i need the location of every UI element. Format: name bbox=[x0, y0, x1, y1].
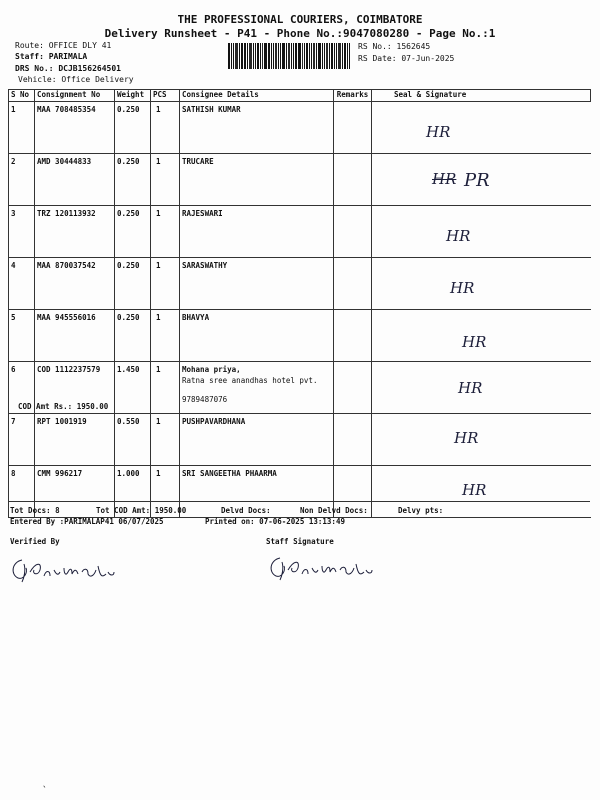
row-pcs: 1 bbox=[151, 414, 180, 466]
row-pcs: 1 bbox=[151, 206, 180, 258]
row-weight: 1.450 bbox=[115, 362, 151, 414]
barcode-bar bbox=[318, 43, 321, 69]
row-weight: 0.250 bbox=[115, 206, 151, 258]
row-consignee bbox=[180, 258, 334, 310]
row-sno-wrap bbox=[11, 261, 32, 306]
row-weight: 0.250 bbox=[115, 154, 151, 206]
delivered-docs: Delvd Docs: bbox=[221, 506, 271, 515]
consignee-name: Mohana priya, bbox=[182, 365, 241, 374]
col-remarks: Remarks bbox=[334, 90, 372, 102]
row-remarks bbox=[334, 310, 372, 362]
barcode-bar bbox=[280, 43, 281, 69]
barcode bbox=[228, 43, 356, 69]
barcode-bar bbox=[282, 43, 285, 69]
table-row bbox=[9, 258, 591, 310]
row-pcs: 1 bbox=[151, 154, 180, 206]
row-sno bbox=[9, 102, 35, 154]
barcode-bar bbox=[228, 43, 230, 69]
row-signature bbox=[372, 414, 591, 466]
row-sno-value: 6 bbox=[11, 365, 16, 374]
entered-by: Entered By :PARIMALAP41 06/07/2025 bbox=[10, 517, 164, 526]
barcode-bar bbox=[336, 43, 337, 69]
row-sno bbox=[9, 258, 35, 310]
row-consignment-no: AMD 30444833 bbox=[35, 154, 115, 206]
row-consignee bbox=[180, 362, 334, 414]
row-signature bbox=[372, 362, 591, 414]
row-sno-wrap bbox=[11, 209, 32, 254]
barcode-bar bbox=[326, 43, 328, 69]
rs-date: RS Date: 07-Jun-2025 bbox=[358, 54, 455, 63]
recipient-signature: HR bbox=[450, 279, 475, 297]
barcode-bar bbox=[322, 43, 323, 69]
barcode-bar bbox=[244, 43, 246, 69]
row-consignee bbox=[180, 154, 334, 206]
row-signature bbox=[372, 154, 591, 206]
recipient-signature: HR bbox=[462, 333, 487, 351]
barcode-bar bbox=[264, 43, 267, 69]
row-sno-value: 1 bbox=[11, 105, 16, 114]
row-remarks bbox=[334, 362, 372, 414]
col-consignment: Consignment No bbox=[35, 90, 115, 102]
table-row bbox=[9, 362, 591, 414]
barcode-bar bbox=[249, 43, 252, 69]
row-sno bbox=[9, 206, 35, 258]
struck-signature: HR bbox=[432, 170, 457, 188]
staff-signature-label: Staff Signature bbox=[266, 537, 334, 546]
barcode-bar bbox=[235, 43, 238, 69]
consignee-name: SARASWATHY bbox=[182, 261, 228, 270]
signature-area bbox=[374, 417, 589, 462]
row-consignee bbox=[180, 206, 334, 258]
recipient-signature: HR bbox=[446, 227, 471, 245]
consignee-name: TRUCARE bbox=[182, 157, 214, 166]
rs-number: RS No.: 1562645 bbox=[358, 42, 431, 51]
barcode-bar bbox=[275, 43, 277, 69]
row-sno-wrap bbox=[11, 157, 32, 202]
barcode-bar bbox=[262, 43, 263, 69]
consignee-name: SRI SANGEETHA PHAARMA bbox=[182, 469, 277, 478]
vehicle-label: Vehicle: Office Delivery bbox=[18, 75, 134, 84]
row-remarks bbox=[334, 414, 372, 466]
col-sno: S No bbox=[9, 90, 35, 102]
drs-number: DRS No.: DCJB156264501 bbox=[15, 64, 121, 73]
row-remarks bbox=[334, 258, 372, 310]
barcode-bar bbox=[293, 43, 294, 69]
table-header-row bbox=[9, 90, 591, 102]
table-row bbox=[9, 154, 591, 206]
barcode-bar bbox=[268, 43, 270, 69]
col-weight: Weight bbox=[115, 90, 151, 102]
barcode-bar bbox=[288, 43, 290, 69]
barcode-bar bbox=[241, 43, 243, 69]
row-sno bbox=[9, 154, 35, 206]
stray-mark: ` bbox=[42, 786, 48, 796]
table-row bbox=[9, 102, 591, 154]
barcode-bar bbox=[338, 43, 341, 69]
row-consignment-no: MAA 945556016 bbox=[35, 310, 115, 362]
consignee-name: RAJESWARI bbox=[182, 209, 223, 218]
total-cod: Tot COD Amt: 1950.00 bbox=[96, 506, 187, 515]
consignee-name: SATHISH KUMAR bbox=[182, 105, 241, 114]
barcode-bar bbox=[313, 43, 315, 69]
consignee-phone: 9789487076 bbox=[182, 395, 228, 404]
barcode-bar bbox=[347, 43, 348, 69]
route-label: Route: OFFICE DLY 41 bbox=[15, 41, 112, 50]
row-weight: 0.250 bbox=[115, 258, 151, 310]
table-row bbox=[9, 206, 591, 258]
row-sno-value: 2 bbox=[11, 157, 16, 166]
row-remarks bbox=[334, 102, 372, 154]
barcode-bar bbox=[233, 43, 234, 69]
barcode-bar bbox=[302, 43, 303, 69]
row-weight: 0.550 bbox=[115, 414, 151, 466]
barcode-bar bbox=[349, 43, 350, 69]
printed-on: Printed on: 07-06-2025 13:13:49 bbox=[205, 517, 345, 526]
signature-area bbox=[374, 157, 589, 202]
row-sno-value: 5 bbox=[11, 313, 16, 322]
barcode-bar bbox=[295, 43, 297, 69]
total-docs: Tot Docs: 8 bbox=[10, 506, 60, 515]
barcode-bar bbox=[342, 43, 343, 69]
row-consignment-no: COD 1112237579 bbox=[35, 362, 115, 414]
recipient-signature: HR bbox=[462, 481, 487, 499]
runsheet-title: Delivery Runsheet - P41 - Phone No.:9047080280 - Page No.:1 bbox=[104, 27, 496, 40]
barcode-bar bbox=[253, 43, 254, 69]
col-signature: Seal & Signature bbox=[372, 90, 591, 102]
row-signature bbox=[372, 102, 591, 154]
barcode-bar bbox=[298, 43, 301, 69]
delivery-points: Delvy pts: bbox=[398, 506, 444, 515]
barcode-bar bbox=[278, 43, 279, 69]
barcode-bar bbox=[239, 43, 240, 69]
barcode-bar bbox=[286, 43, 287, 69]
row-sno bbox=[9, 414, 35, 466]
recipient-signature: PR bbox=[464, 170, 490, 191]
non-delivered-docs: Non Delvd Docs: bbox=[300, 506, 368, 515]
barcode-bar bbox=[324, 43, 325, 69]
signature-area bbox=[374, 105, 589, 150]
barcode-bar bbox=[311, 43, 312, 69]
barcode-bar bbox=[291, 43, 292, 69]
barcode-bar bbox=[329, 43, 330, 69]
barcode-bar bbox=[306, 43, 308, 69]
staff-signature bbox=[266, 550, 376, 584]
barcode-bar bbox=[231, 43, 232, 69]
barcode-bar bbox=[331, 43, 333, 69]
row-consignment-no: MAA 870037542 bbox=[35, 258, 115, 310]
barcode-bar bbox=[334, 43, 335, 69]
recipient-signature: HR bbox=[426, 123, 451, 141]
barcode-bar bbox=[304, 43, 305, 69]
consignee-name: PUSHPAVARDHANA bbox=[182, 417, 246, 426]
row-consignee bbox=[180, 414, 334, 466]
row-weight: 1.000 bbox=[115, 466, 151, 518]
row-consignment-no: MAA 708485354 bbox=[35, 102, 115, 154]
table-row bbox=[9, 310, 591, 362]
barcode-bar bbox=[255, 43, 256, 69]
row-consignment-no: RPT 1001919 bbox=[35, 414, 115, 466]
company-title: THE PROFESSIONAL COURIERS, COIMBATORE bbox=[177, 13, 423, 26]
row-consignee bbox=[180, 102, 334, 154]
row-signature bbox=[372, 206, 591, 258]
staff-label: Staff: PARIMALA bbox=[15, 52, 88, 61]
row-consignee bbox=[180, 310, 334, 362]
row-weight: 0.250 bbox=[115, 310, 151, 362]
barcode-bar bbox=[271, 43, 272, 69]
barcode-bar bbox=[316, 43, 317, 69]
row-signature bbox=[372, 310, 591, 362]
row-remarks bbox=[334, 206, 372, 258]
row-sno-value: 7 bbox=[11, 417, 16, 426]
row-pcs: 1 bbox=[151, 310, 180, 362]
recipient-signature: HR bbox=[458, 379, 483, 397]
barcode-bar bbox=[257, 43, 259, 69]
barcode-bar bbox=[247, 43, 248, 69]
col-pcs: PCS bbox=[151, 90, 180, 102]
table-row bbox=[9, 414, 591, 466]
barcode-bar bbox=[273, 43, 274, 69]
barcode-bar bbox=[260, 43, 261, 69]
row-pcs: 1 bbox=[151, 466, 180, 518]
verifier-signature bbox=[8, 552, 118, 586]
row-sno bbox=[9, 310, 35, 362]
consignee-address: Ratna sree anandhas hotel pvt. bbox=[182, 376, 318, 385]
row-pcs: 1 bbox=[151, 362, 180, 414]
row-pcs: 1 bbox=[151, 258, 180, 310]
barcode-bar bbox=[309, 43, 310, 69]
footer-divider bbox=[8, 501, 590, 502]
row-pcs: 1 bbox=[151, 102, 180, 154]
signature-area bbox=[374, 209, 589, 254]
signature-area bbox=[374, 261, 589, 306]
signature-area bbox=[374, 313, 589, 358]
row-sno-value: 8 bbox=[11, 469, 16, 478]
row-consignment-no: TRZ 120113932 bbox=[35, 206, 115, 258]
row-signature bbox=[372, 258, 591, 310]
runsheet-table bbox=[8, 89, 591, 518]
row-sno-wrap bbox=[11, 105, 32, 150]
row-sno-wrap bbox=[11, 417, 32, 462]
row-weight: 0.250 bbox=[115, 102, 151, 154]
row-consignment-no: CMM 996217 bbox=[35, 466, 115, 518]
row-sno-value: 4 bbox=[11, 261, 16, 270]
row-remarks bbox=[334, 154, 372, 206]
row-sno-value: 3 bbox=[11, 209, 16, 218]
verified-by-label: Verified By bbox=[10, 537, 60, 546]
recipient-signature: HR bbox=[454, 429, 479, 447]
cod-amount: COD Amt Rs.: 1950.00 bbox=[18, 402, 109, 411]
barcode-bar bbox=[344, 43, 346, 69]
signature-area bbox=[374, 365, 589, 410]
row-sno-wrap bbox=[11, 313, 32, 358]
col-consignee: Consignee Details bbox=[180, 90, 334, 102]
consignee-name: BHAVYA bbox=[182, 313, 210, 322]
